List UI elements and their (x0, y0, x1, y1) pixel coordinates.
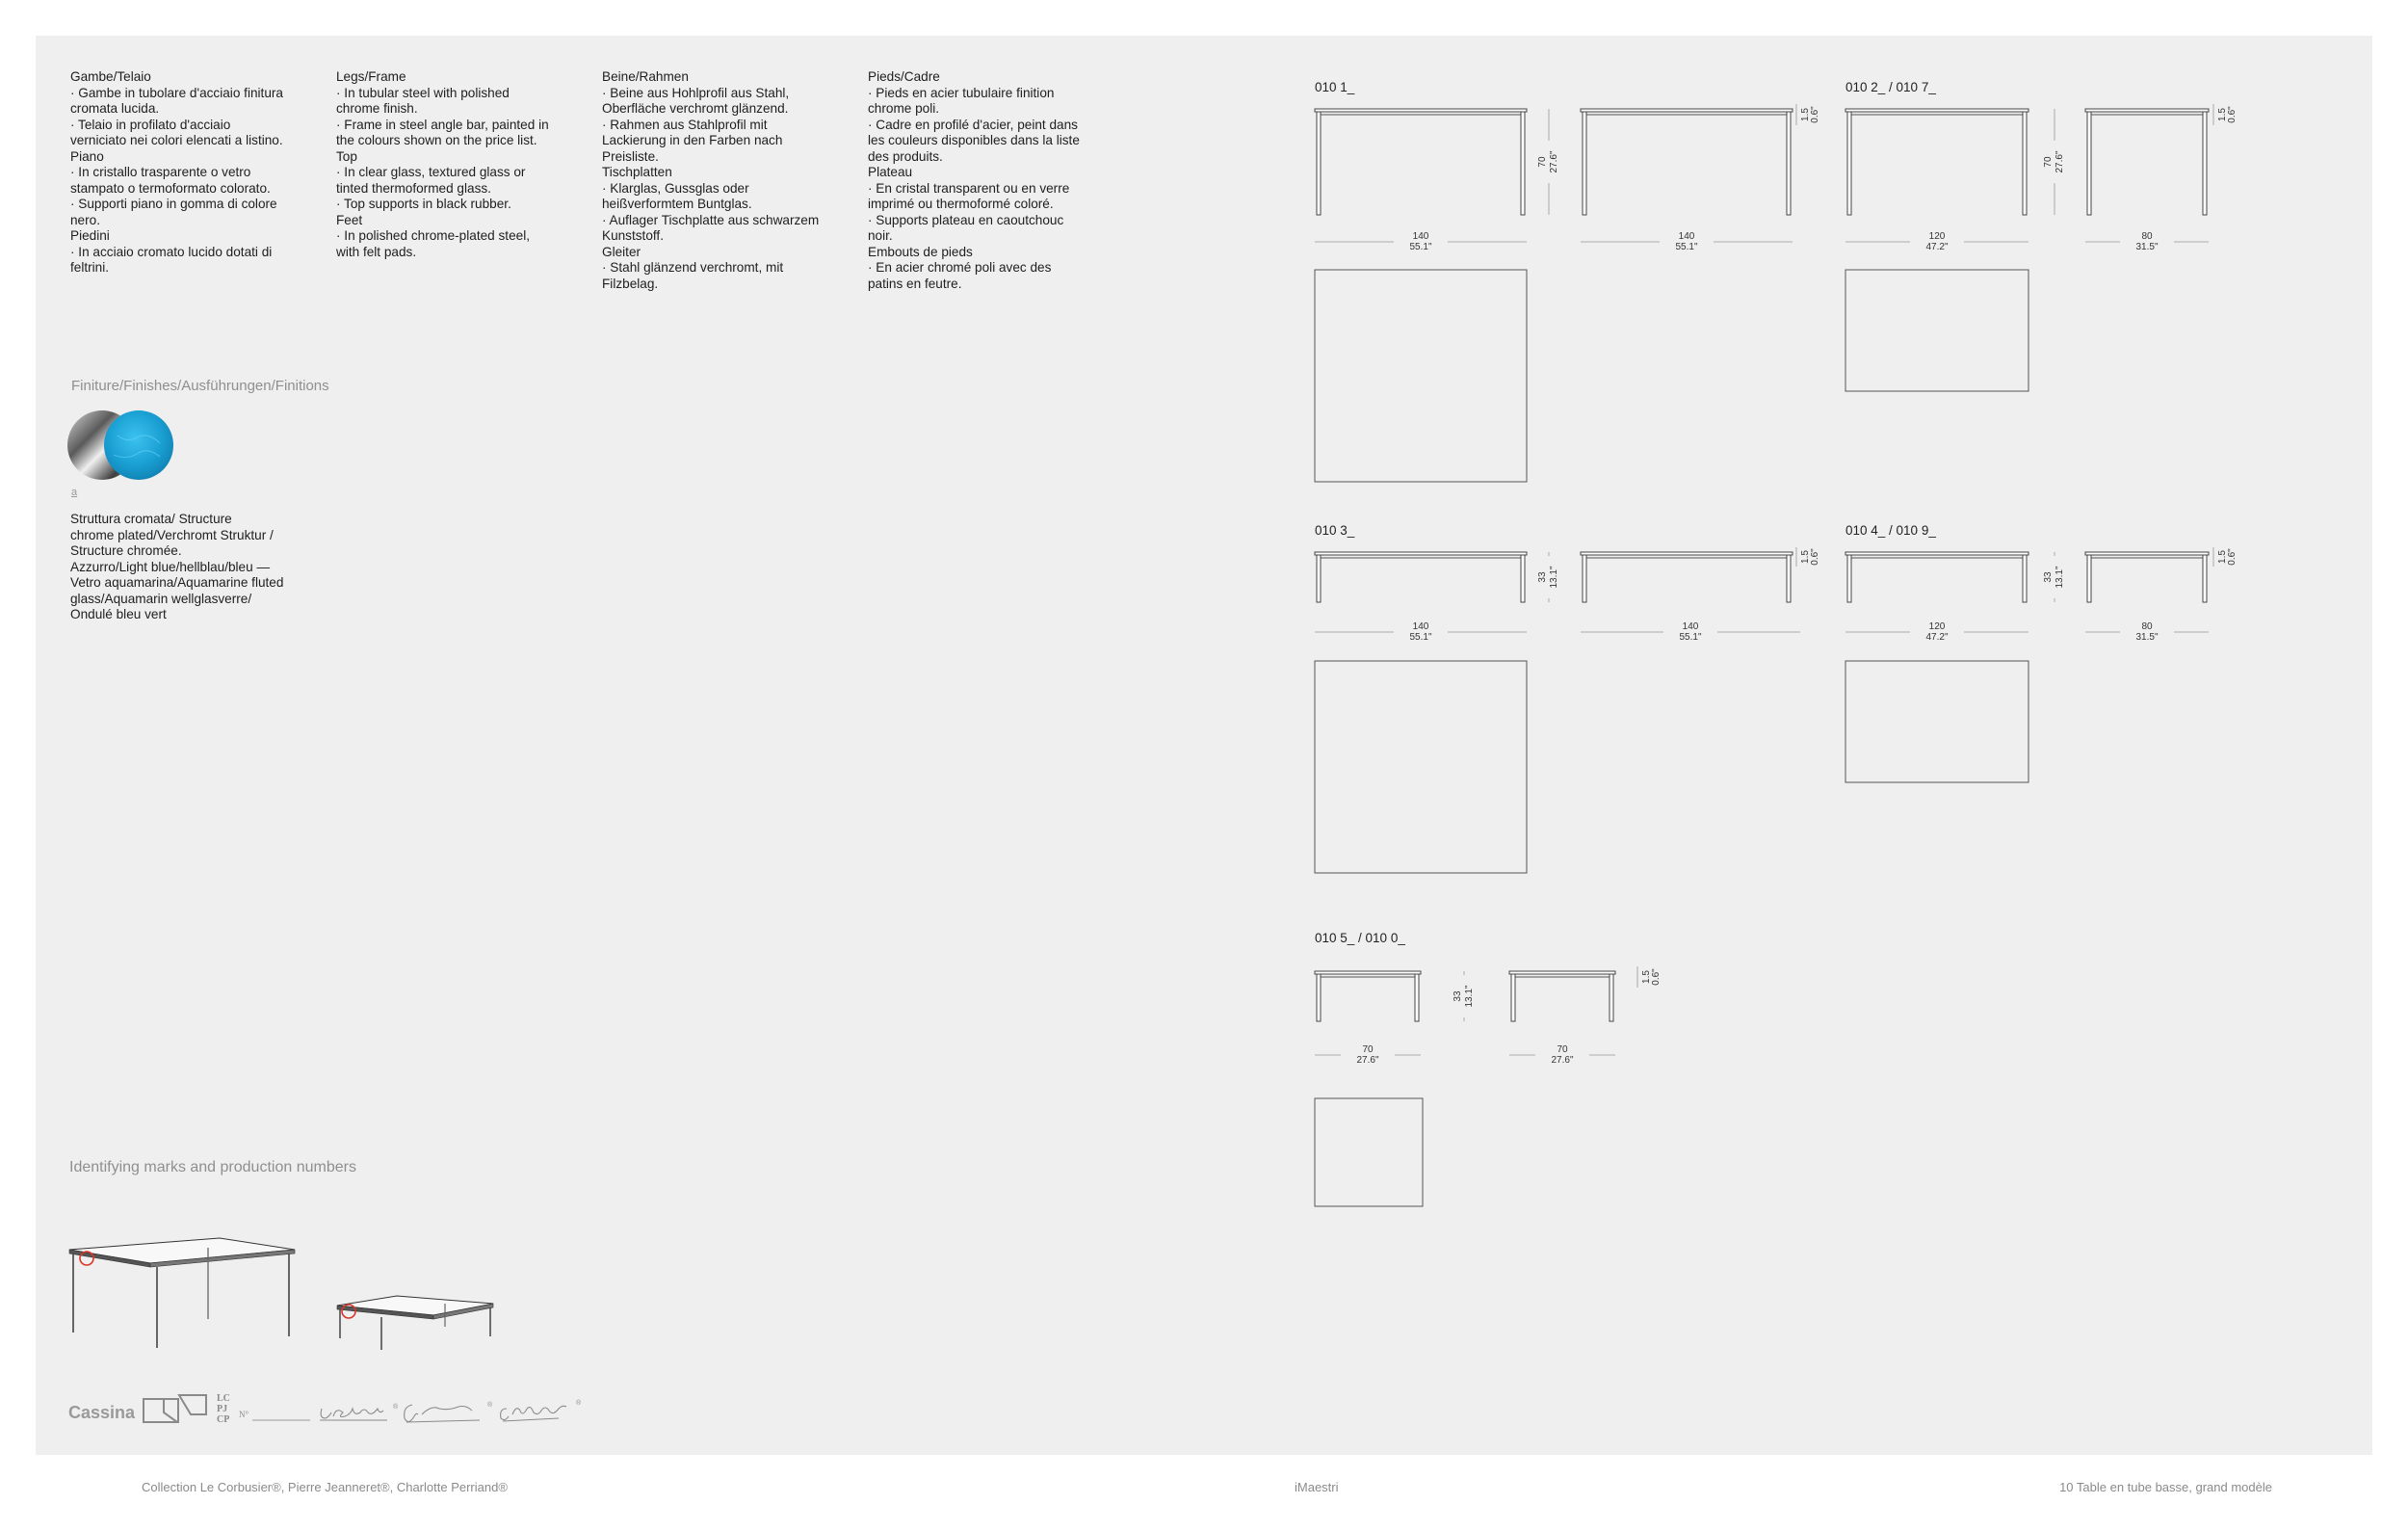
text-line: · Frame in steel angle bar, painted in (336, 117, 549, 132)
top-thickness-inch: 0.6" (2227, 106, 2238, 123)
table-elevation-front-leg-right (1415, 974, 1419, 1021)
table-plan (1315, 1098, 1423, 1206)
width-inch: 55.1" (1409, 632, 1432, 643)
text-line: heißverformtem Buntglas. (602, 197, 752, 211)
top-thickness-cm: 1.5 (1800, 108, 1811, 121)
table-elevation-front-leg-left (1317, 555, 1321, 602)
height-cm: 33 (2043, 571, 2054, 583)
text-line: noir. (868, 228, 893, 243)
text-line: Pieds/Cadre (868, 69, 940, 84)
text-line: Ondulé bleu vert (70, 607, 167, 621)
width-cm: 70 (1557, 1044, 1568, 1055)
text-line: Embouts de pieds (868, 244, 973, 259)
text-line: Beine/Rahmen (602, 69, 689, 84)
text-line: verniciato nei colori elencati a listino. (70, 133, 283, 147)
svg-text:®: ® (576, 1400, 582, 1407)
text-line: Feet (336, 212, 363, 227)
width-cm: 120 (1928, 231, 1946, 242)
text-line: · In cristallo trasparente o vetro (70, 165, 251, 179)
identifying-heading: Identifying marks and production numbers (69, 1159, 356, 1175)
table-elevation-front-leg-left (1317, 974, 1321, 1021)
top-thickness-cm: 1.5 (2217, 550, 2228, 564)
table-plan (1315, 661, 1527, 873)
text-line: Tischplatten (602, 165, 672, 179)
text-line: Gleiter (602, 244, 641, 259)
text-line: · Pieds en acier tubulaire finition (868, 85, 1055, 100)
width-cm: 70 (1362, 1044, 1374, 1055)
width-inch: 27.6" (1551, 1055, 1574, 1066)
table-elevation-side-leg-left (2087, 555, 2091, 602)
model-code: 010 2_ / 010 7_ (1845, 80, 1936, 94)
top-thickness-inch: 0.6" (1651, 968, 1662, 986)
text-line: Gambe/Telaio (70, 69, 151, 84)
table-elevation-side-leg-right (2203, 112, 2207, 215)
table-elevation-front-leg-right (1521, 112, 1525, 215)
text-line: · Stahl glänzend verchromt, mit (602, 260, 784, 275)
text-line: chrome poli. (868, 101, 940, 116)
width-cm: 140 (1412, 231, 1429, 242)
text-line: · In polished chrome-plated steel, (336, 228, 530, 243)
table-elevation-front-leg-left (1847, 112, 1851, 215)
footer-series: iMaestri (1295, 1480, 1339, 1494)
initials-pj: PJ (217, 1404, 228, 1414)
height-inch: 27.6" (1549, 150, 1559, 173)
top-thickness-cm: 1.5 (1800, 550, 1811, 564)
swatch-label: a (71, 487, 78, 498)
text-line: cromata lucida. (70, 101, 160, 116)
text-line: Top (336, 148, 357, 164)
text-line: imprimé ou thermoformé coloré. (868, 197, 1054, 211)
height-inch: 13.1" (2055, 566, 2065, 589)
text-line: Preisliste. (602, 148, 659, 164)
text-line: patins en feutre. (868, 276, 962, 291)
width-cm: 80 (2141, 231, 2153, 242)
initials-lc: LC (217, 1393, 230, 1404)
text-line: · Beine aus Hohlprofil aus Stahl, (602, 85, 790, 100)
table-elevation-side-leg-left (1511, 974, 1515, 1021)
width-inch: 47.2" (1925, 242, 1949, 252)
width-cm: 140 (1678, 231, 1695, 242)
table-elevation-side-top (1581, 552, 1793, 555)
number-label: N° (239, 1410, 249, 1419)
table-elevation-front-top (1845, 552, 2028, 555)
footer-product: 10 Table en tube basse, grand modèle (2059, 1480, 2272, 1494)
text-line: chrome finish. (336, 101, 418, 116)
top-thickness-cm: 1.5 (2217, 108, 2228, 121)
table-elevation-front-leg-right (1521, 555, 1525, 602)
text-line: · Supports plateau en caoutchouc (868, 212, 1064, 227)
table-elevation-side-leg-left (1583, 555, 1586, 602)
table-elevation-side-top (1581, 109, 1793, 112)
width-cm: 120 (1928, 621, 1946, 632)
text-line: with felt pads. (336, 244, 417, 259)
initials-cp: CP (217, 1414, 230, 1425)
text-line: feltrini. (70, 260, 110, 275)
text-line: · Telaio in profilato d'acciaio (70, 117, 231, 132)
width-inch: 55.1" (1409, 242, 1432, 252)
table-elevation-front-leg-left (1847, 555, 1851, 602)
top-thickness-cm: 1.5 (1641, 970, 1652, 984)
text-line: stampato o termoformato colorato. (70, 180, 271, 196)
text-line: · En acier chromé poli avec des (868, 260, 1052, 275)
text-line: chrome plated/Verchromt Struktur / (70, 527, 274, 542)
width-inch: 31.5" (2135, 632, 2159, 643)
table-elevation-side-leg-right (1610, 974, 1613, 1021)
table-elevation-side-leg-right (1787, 555, 1791, 602)
height-cm: 33 (1537, 571, 1548, 583)
table-plan (1315, 270, 1527, 482)
text-line: Piedini (70, 228, 110, 243)
text-line: tinted thermoformed glass. (336, 180, 491, 196)
height-inch: 13.1" (1549, 566, 1559, 589)
width-inch: 55.1" (1675, 242, 1698, 252)
text-line: des produits. (868, 148, 943, 164)
text-line: Vetro aquamarina/Aquamarine fluted (70, 575, 284, 590)
table-elevation-front-leg-right (2023, 555, 2027, 602)
width-inch: 47.2" (1925, 632, 1949, 643)
top-thickness-inch: 0.6" (1810, 548, 1820, 566)
text-line: Legs/Frame (336, 69, 406, 84)
model-code: 010 5_ / 010 0_ (1315, 931, 1405, 945)
text-line: · Cadre en profilé d'acier, peint dans (868, 117, 1078, 132)
text-line: · Auflager Tischplatte aus schwarzem (602, 212, 820, 227)
text-line: Plateau (868, 165, 913, 179)
width-inch: 31.5" (2135, 242, 2159, 252)
table-elevation-front-top (1315, 552, 1527, 555)
text-line: · Gambe in tubolare d'acciaio finitura (70, 85, 283, 100)
table-elevation-side-leg-right (2203, 555, 2207, 602)
text-line: · En cristal transparent ou en verre (868, 180, 1070, 196)
model-code: 010 1_ (1315, 80, 1355, 94)
table-elevation-front-top (1315, 971, 1421, 974)
text-line: Oberfläche verchromt glänzend. (602, 101, 789, 116)
text-line: Struttura cromata/ Structure (70, 512, 232, 526)
height-cm: 33 (1453, 990, 1463, 1002)
text-line: Structure chromée. (70, 543, 182, 558)
table-elevation-side-leg-left (2087, 112, 2091, 215)
table-elevation-front-top (1315, 109, 1527, 112)
width-inch: 27.6" (1356, 1055, 1379, 1066)
height-inch: 13.1" (1464, 985, 1475, 1008)
height-cm: 70 (1537, 156, 1548, 168)
svg-text:®: ® (487, 1402, 493, 1409)
width-cm: 140 (1412, 621, 1429, 632)
finishes-heading: Finiture/Finishes/Ausführungen/Finitions (71, 378, 329, 394)
text-line: Piano (70, 148, 104, 164)
table-elevation-front-leg-left (1317, 112, 1321, 215)
table-plan (1845, 661, 2028, 782)
table-elevation-front-top (1845, 109, 2028, 112)
text-line: · In acciaio cromato lucido dotati di (70, 244, 273, 259)
table-elevation-side-leg-right (1787, 112, 1791, 215)
text-line: nero. (70, 212, 100, 227)
text-line: Filzbelag. (602, 276, 659, 291)
table-elevation-side-top (2085, 552, 2209, 555)
width-cm: 80 (2141, 621, 2153, 632)
footer-collection: Collection Le Corbusier®, Pierre Jeanneret®, Charlotte Perriand® (142, 1480, 508, 1494)
table-elevation-side-top (1509, 971, 1615, 974)
top-thickness-inch: 0.6" (1810, 106, 1820, 123)
model-code: 010 4_ / 010 9_ (1845, 523, 1936, 538)
text-line: · Rahmen aus Stahlprofil mit (602, 117, 768, 132)
text-line: · Supporti piano in gomma di colore (70, 197, 277, 211)
table-elevation-front-leg-right (2023, 112, 2027, 215)
table-elevation-side-top (2085, 109, 2209, 112)
table-elevation-side-leg-left (1583, 112, 1586, 215)
text-line: · Top supports in black rubber. (336, 197, 511, 211)
svg-text:®: ® (393, 1404, 399, 1411)
text-line: the colours shown on the price list. (336, 133, 537, 147)
text-line: glass/Aquamarin wellglasverre/ (70, 591, 252, 606)
height-inch: 27.6" (2055, 150, 2065, 173)
height-cm: 70 (2043, 156, 2054, 168)
table-plan (1845, 270, 2028, 391)
text-line: les couleurs disponibles dans la liste (868, 133, 1080, 147)
text-line: Azzurro/Light blue/hellblau/bleu — (70, 559, 271, 574)
brand-name: Cassina (68, 1403, 136, 1422)
text-line: Lackierung in den Farben nach (602, 133, 783, 147)
model-code: 010 3_ (1315, 523, 1355, 538)
width-cm: 140 (1682, 621, 1699, 632)
text-line: · In tubular steel with polished (336, 85, 510, 100)
text-line: · In clear glass, textured glass or (336, 165, 526, 179)
width-inch: 55.1" (1679, 632, 1702, 643)
text-line: · Klarglas, Gussglas oder (602, 180, 749, 196)
top-thickness-inch: 0.6" (2227, 548, 2238, 566)
text-line: Kunststoff. (602, 228, 664, 243)
